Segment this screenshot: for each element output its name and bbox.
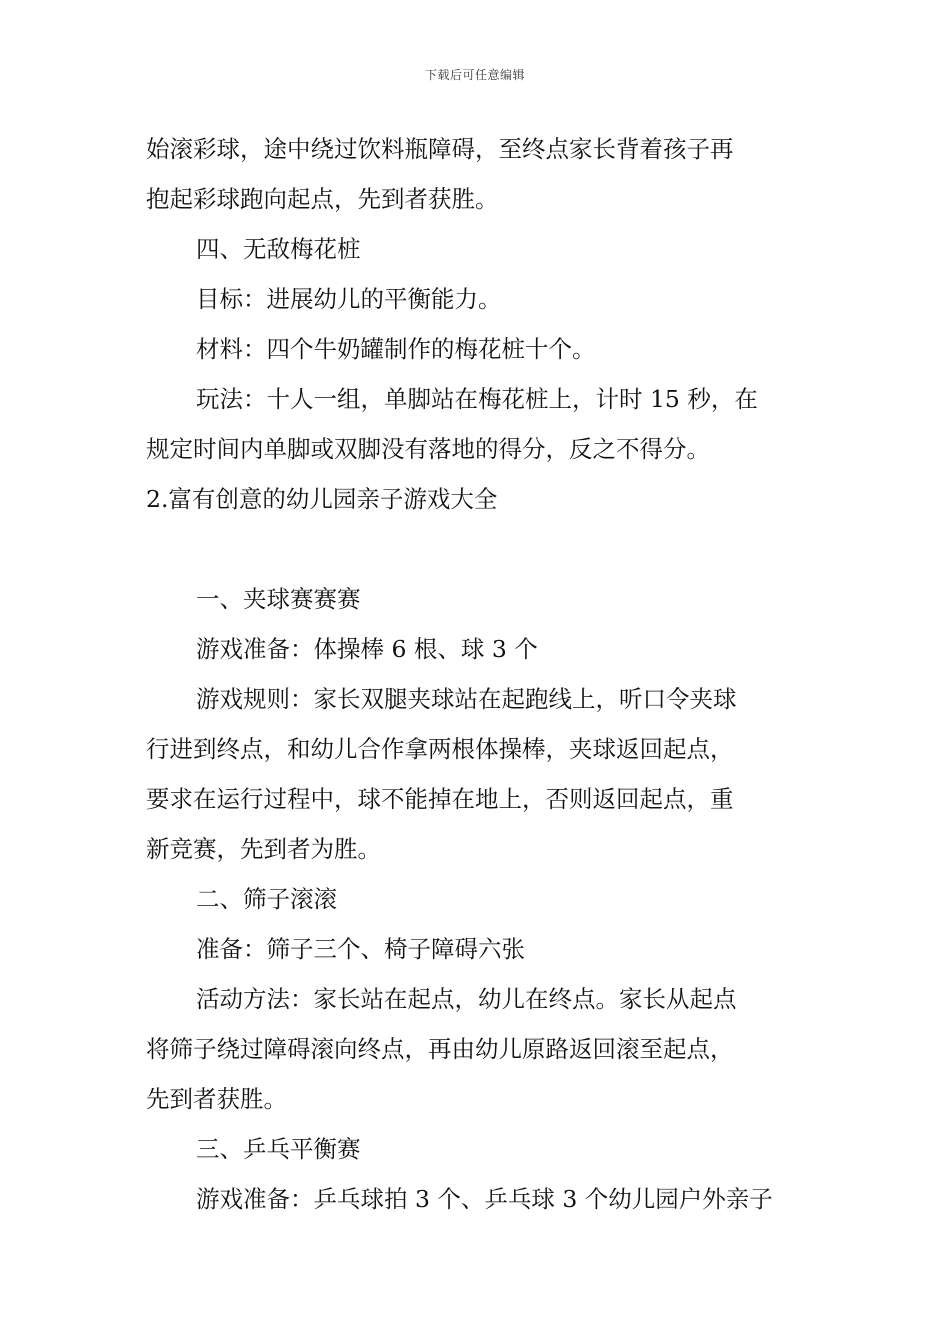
paragraph-line: 游戏准备：乒乓球拍 3 个、乒乓球 3 个幼儿园户外亲子: [196, 1185, 773, 1213]
section-heading: 三、乒乓平衡赛: [196, 1135, 361, 1163]
paragraph-line: 行进到终点，和幼儿合作拿两根体操棒，夹球返回起点，: [146, 735, 734, 763]
paragraph-line: 目标：进展幼儿的平衡能力。: [196, 285, 502, 313]
blank-line: [146, 524, 811, 574]
paragraph-line: 准备：筛子三个、椅子障碍六张: [196, 935, 525, 963]
paragraph-line: 规定时间内单脚或双脚没有落地的得分，反之不得分。: [146, 435, 710, 463]
section-heading: 四、无敌梅花桩: [196, 235, 361, 263]
paragraph-line: 抱起彩球跑向起点，先到者获胜。: [146, 185, 499, 213]
paragraph-line: 将筛子绕过障碍滚向终点，再由幼儿原路返回滚至起点，: [146, 1035, 734, 1063]
paragraph-line: 先到者获胜。: [146, 1085, 287, 1113]
paragraph-line: 材料：四个牛奶罐制作的梅花桩十个。: [196, 335, 596, 363]
section-heading: 一、夹球赛赛赛: [196, 585, 361, 613]
document-title: 2.富有创意的幼儿园亲子游戏大全: [146, 485, 498, 513]
paragraph-line: 游戏准备：体操棒 6 根、球 3 个: [196, 635, 538, 663]
document-body: [146, 124, 811, 1224]
paragraph-line: 新竞赛，先到者为胜。: [146, 835, 381, 863]
paragraph-line: 玩法：十人一组，单脚站在梅花桩上，计时 15 秒，在: [196, 385, 758, 413]
paragraph-line: 游戏规则：家长双腿夹球站在起跑线上，听口令夹球: [196, 685, 737, 713]
paragraph-line: 要求在运行过程中，球不能掉在地上，否则返回起点，重: [146, 785, 734, 813]
paragraph-line: 活动方法：家长站在起点，幼儿在终点。家长从起点: [196, 985, 737, 1013]
paragraph-line: 始滚彩球，途中绕过饮料瓶障碍，至终点家长背着孩子再: [146, 135, 734, 163]
page-header-note: 下载后可任意编辑: [424, 68, 525, 82]
section-heading: 二、筛子滚滚: [196, 885, 337, 913]
